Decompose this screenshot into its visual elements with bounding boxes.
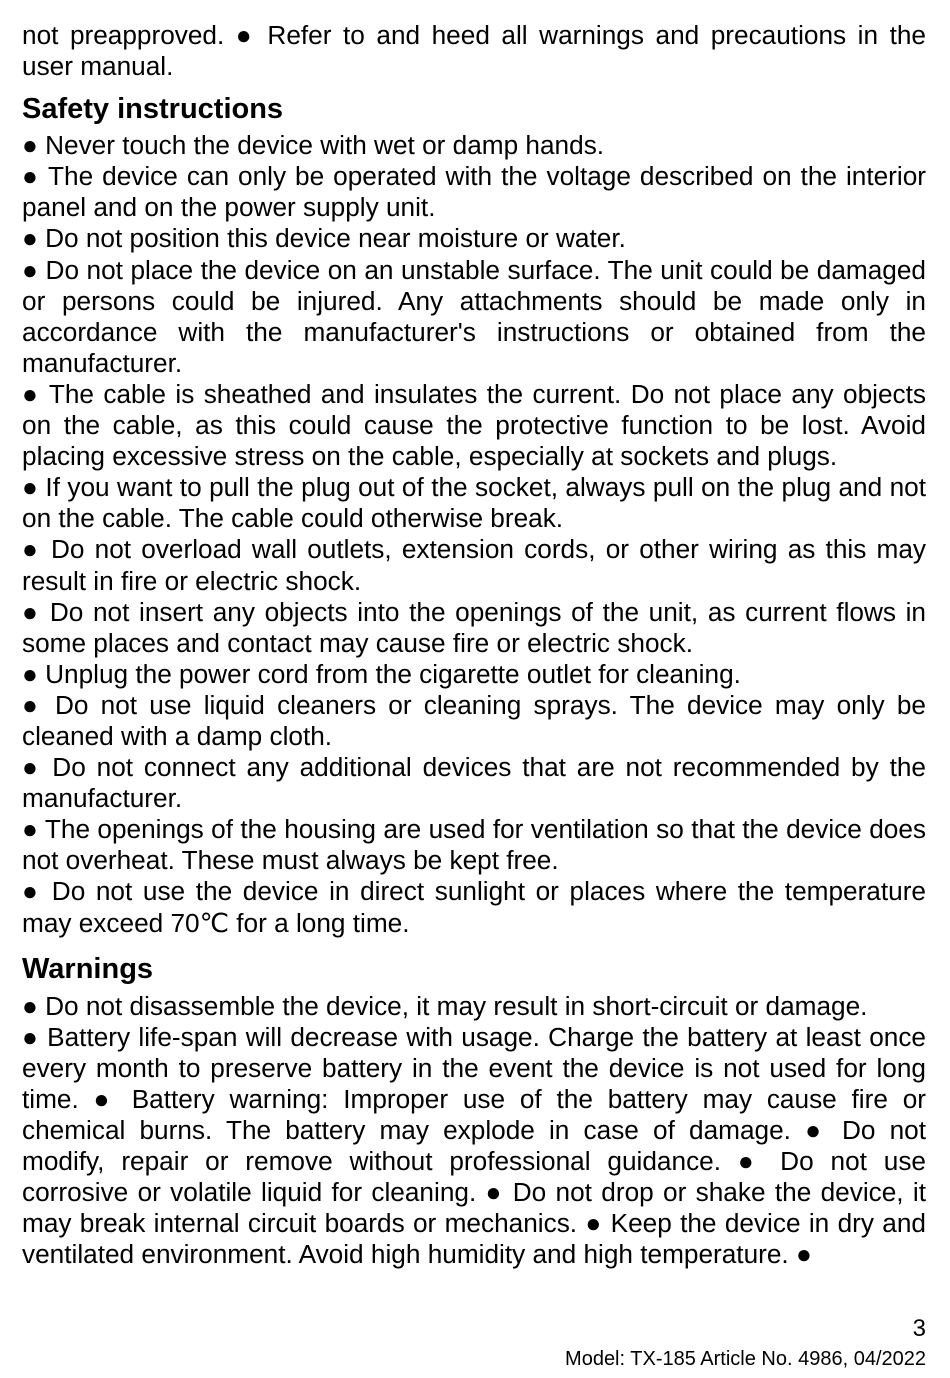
safety-item: ● Do not overload wall outlets, extension cords, or other wiring as this may result in fire or electric shock. — [22, 534, 926, 596]
safety-instructions-list — [22, 130, 926, 938]
safety-item: ● Do not place the device on an unstable surface. The unit could be damaged or persons could be injured. Any attachments should be made only in accordance with the manufacturer's instructions or obtained from the manufacturer. — [22, 254, 926, 378]
page-number: 3 — [912, 1315, 926, 1342]
safety-item: ● If you want to pull the plug out of the socket, always pull on the plug and not on the cable. The cable could otherwise break. — [22, 472, 926, 534]
safety-item: ● The device can only be operated with the voltage described on the interior panel and on the power supply unit. — [22, 161, 926, 223]
safety-item: ● Do not insert any objects into the openings of the unit, as current flows in some places and contact may cause fire or electric shock. — [22, 596, 926, 658]
warning-item: ● Do not disassemble the device, it may result in short-circuit or damage. — [22, 990, 868, 1021]
safety-item: ● Do not connect any additional devices that are not recommended by the manufacturer. — [22, 752, 926, 814]
safety-item: ● Do not use liquid cleaners or cleaning sprays. The device may only be cleaned with a damp cloth. — [22, 689, 926, 751]
safety-item: ● The openings of the housing are used for ventilation so that the device does not overheat. These must always be kept free. — [22, 814, 926, 876]
manual-page — [22, 20, 926, 1270]
safety-item: ● Unplug the power cord from the cigarette outlet for cleaning. — [22, 658, 741, 689]
intro-paragraph: not preapproved. ● Refer to and heed all warnings and precautions in the user manual. — [22, 20, 926, 82]
safety-item: ● Do not position this device near moisture or water. — [22, 223, 626, 254]
warnings-heading: Warnings — [22, 952, 154, 985]
safety-item: ● Do not use the device in direct sunlight or places where the temperature may exceed 70℃ for a long time. — [22, 876, 926, 938]
safety-item: ● The cable is sheathed and insulates the current. Do not place any objects on the cable, as this could cause the protective function to be lost. Avoid placing excessive stress on the cable, especially at sockets and plugs. — [22, 378, 926, 472]
warning-item: ● Battery life-span will decrease with usage. Charge the battery at least once every month to preserve battery in the event the device is not used for long time. ● Battery warning: Improper use of the battery may cause fire or chemical burns. The battery may explode in case of damage. ● Do not modify, repair or remove without professional guidance. ● Do not use corrosive or volatile liquid for cleaning. ● Do not drop or shake the device, it may break internal circuit boards or mechanics. ● Keep the device in dry and ventilated environment. Avoid high humidity and high temperature. ● — [22, 1021, 926, 1270]
safety-item: ● Never touch the device with wet or damp hands. — [22, 130, 605, 161]
warnings-list — [22, 991, 926, 1271]
model-info-footer: Model: TX-185 Article No. 4986, 04/2022 — [565, 1348, 926, 1370]
safety-instructions-heading: Safety instructions — [22, 93, 284, 126]
